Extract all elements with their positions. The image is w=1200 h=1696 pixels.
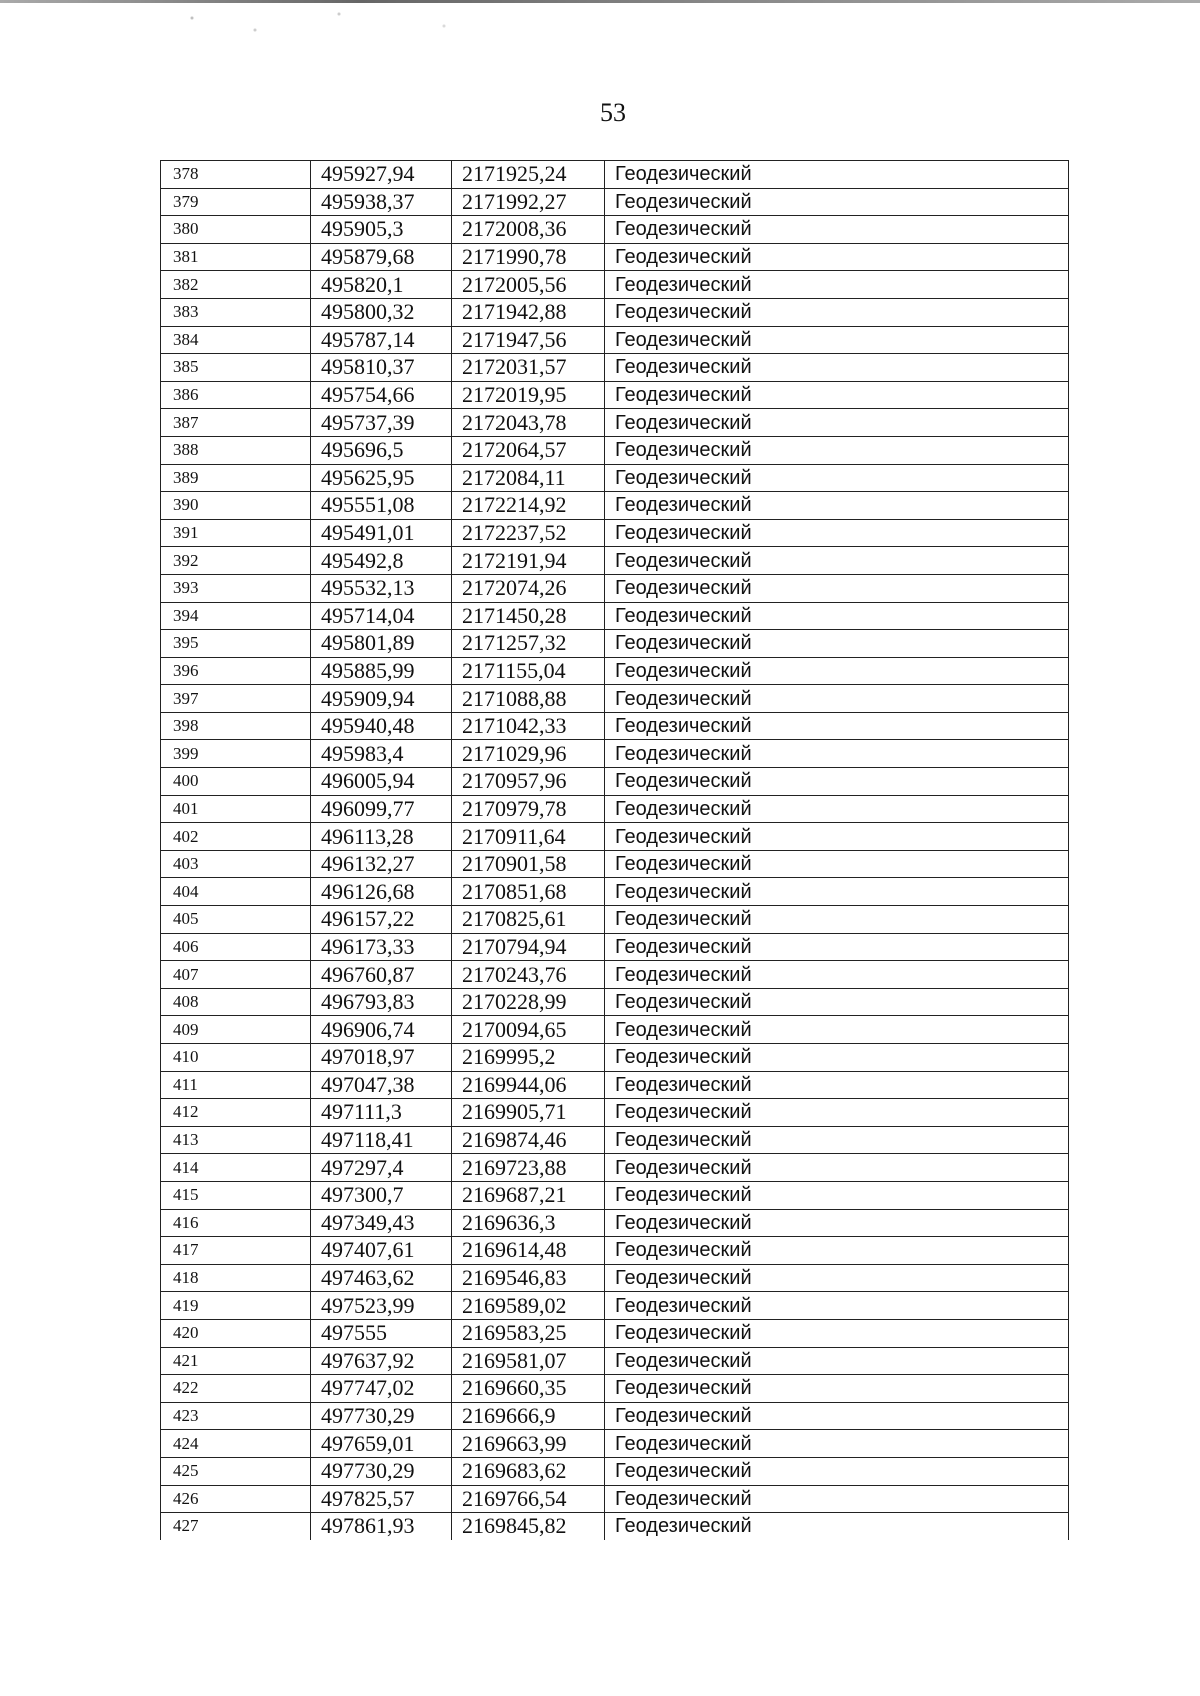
x-coordinate-cell: 496113,28 <box>311 823 452 851</box>
point-number-cell: 397 <box>161 685 311 713</box>
table-row <box>161 1016 1069 1044</box>
point-type-cell: Геодезический <box>605 685 1069 713</box>
point-type-cell: Геодезический <box>605 602 1069 630</box>
point-type-cell: Геодезический <box>605 768 1069 796</box>
point-type-cell: Геодезический <box>605 326 1069 354</box>
x-coordinate-cell: 497637,92 <box>311 1347 452 1375</box>
point-number-cell: 385 <box>161 354 311 382</box>
y-coordinate-cell: 2172214,92 <box>452 492 605 520</box>
point-type-cell: Геодезический <box>605 1099 1069 1127</box>
y-coordinate-cell: 2171990,78 <box>452 243 605 271</box>
y-coordinate-cell: 2170243,76 <box>452 961 605 989</box>
point-type-cell: Геодезический <box>605 878 1069 906</box>
x-coordinate-cell: 495801,89 <box>311 630 452 658</box>
y-coordinate-cell: 2171029,96 <box>452 740 605 768</box>
point-type-cell: Геодезический <box>605 1375 1069 1403</box>
point-number-cell: 389 <box>161 464 311 492</box>
x-coordinate-cell: 497523,99 <box>311 1292 452 1320</box>
point-number-cell: 387 <box>161 409 311 437</box>
table-row <box>161 823 1069 851</box>
point-number-cell: 400 <box>161 768 311 796</box>
table-row <box>161 1319 1069 1347</box>
point-type-cell: Геодезический <box>605 188 1069 216</box>
scan-edge <box>0 0 1200 3</box>
y-coordinate-cell: 2169874,46 <box>452 1126 605 1154</box>
point-type-cell: Геодезический <box>605 1402 1069 1430</box>
point-type-cell: Геодезический <box>605 574 1069 602</box>
point-number-cell: 421 <box>161 1347 311 1375</box>
x-coordinate-cell: 497659,01 <box>311 1430 452 1458</box>
y-coordinate-cell: 2169636,3 <box>452 1209 605 1237</box>
y-coordinate-cell: 2171450,28 <box>452 602 605 630</box>
table-row <box>161 574 1069 602</box>
x-coordinate-cell: 497555 <box>311 1319 452 1347</box>
x-coordinate-cell: 497297,4 <box>311 1154 452 1182</box>
x-coordinate-cell: 496132,27 <box>311 850 452 878</box>
x-coordinate-cell: 497047,38 <box>311 1071 452 1099</box>
y-coordinate-cell: 2169666,9 <box>452 1402 605 1430</box>
point-number-cell: 425 <box>161 1457 311 1485</box>
x-coordinate-cell: 495940,48 <box>311 712 452 740</box>
x-coordinate-cell: 496173,33 <box>311 933 452 961</box>
y-coordinate-cell: 2170794,94 <box>452 933 605 961</box>
x-coordinate-cell: 497463,62 <box>311 1264 452 1292</box>
table-row <box>161 188 1069 216</box>
x-coordinate-cell: 496906,74 <box>311 1016 452 1044</box>
point-number-cell: 386 <box>161 381 311 409</box>
point-type-cell: Геодезический <box>605 1430 1069 1458</box>
y-coordinate-cell: 2172237,52 <box>452 519 605 547</box>
point-type-cell: Геодезический <box>605 630 1069 658</box>
point-number-cell: 380 <box>161 216 311 244</box>
table-row <box>161 685 1069 713</box>
table-row <box>161 326 1069 354</box>
point-number-cell: 413 <box>161 1126 311 1154</box>
point-number-cell: 405 <box>161 906 311 934</box>
x-coordinate-cell: 497730,29 <box>311 1402 452 1430</box>
point-type-cell: Геодезический <box>605 1485 1069 1513</box>
x-coordinate-cell: 495983,4 <box>311 740 452 768</box>
y-coordinate-cell: 2172005,56 <box>452 271 605 299</box>
table-row <box>161 1264 1069 1292</box>
point-type-cell: Геодезический <box>605 933 1069 961</box>
point-type-cell: Геодезический <box>605 1347 1069 1375</box>
x-coordinate-cell: 495754,66 <box>311 381 452 409</box>
point-type-cell: Геодезический <box>605 823 1069 851</box>
y-coordinate-cell: 2169589,02 <box>452 1292 605 1320</box>
y-coordinate-cell: 2170911,64 <box>452 823 605 851</box>
point-number-cell: 384 <box>161 326 311 354</box>
y-coordinate-cell: 2172064,57 <box>452 436 605 464</box>
table-row <box>161 878 1069 906</box>
point-number-cell: 408 <box>161 988 311 1016</box>
point-type-cell: Геодезический <box>605 1209 1069 1237</box>
point-type-cell: Геодезический <box>605 795 1069 823</box>
x-coordinate-cell: 496157,22 <box>311 906 452 934</box>
point-number-cell: 379 <box>161 188 311 216</box>
x-coordinate-cell: 497825,57 <box>311 1485 452 1513</box>
y-coordinate-cell: 2169581,07 <box>452 1347 605 1375</box>
x-coordinate-cell: 495625,95 <box>311 464 452 492</box>
page-number: 53 <box>600 98 626 127</box>
y-coordinate-cell: 2170957,96 <box>452 768 605 796</box>
point-type-cell: Геодезический <box>605 961 1069 989</box>
x-coordinate-cell: 495885,99 <box>311 657 452 685</box>
x-coordinate-cell: 495820,1 <box>311 271 452 299</box>
point-type-cell: Геодезический <box>605 988 1069 1016</box>
table-row <box>161 630 1069 658</box>
x-coordinate-cell: 496099,77 <box>311 795 452 823</box>
x-coordinate-cell: 495800,32 <box>311 298 452 326</box>
point-number-cell: 382 <box>161 271 311 299</box>
y-coordinate-cell: 2169687,21 <box>452 1181 605 1209</box>
point-type-cell: Геодезический <box>605 1181 1069 1209</box>
point-number-cell: 418 <box>161 1264 311 1292</box>
table-row <box>161 1209 1069 1237</box>
point-number-cell: 424 <box>161 1430 311 1458</box>
x-coordinate-cell: 497300,7 <box>311 1181 452 1209</box>
y-coordinate-cell: 2172031,57 <box>452 354 605 382</box>
point-number-cell: 404 <box>161 878 311 906</box>
table-row <box>161 1375 1069 1403</box>
table-row <box>161 547 1069 575</box>
y-coordinate-cell: 2171155,04 <box>452 657 605 685</box>
table-row <box>161 1237 1069 1265</box>
y-coordinate-cell: 2171947,56 <box>452 326 605 354</box>
table-row <box>161 492 1069 520</box>
table-row <box>161 795 1069 823</box>
point-type-cell: Геодезический <box>605 906 1069 934</box>
point-number-cell: 393 <box>161 574 311 602</box>
table-row <box>161 1347 1069 1375</box>
point-type-cell: Геодезический <box>605 657 1069 685</box>
table-row <box>161 906 1069 934</box>
table-row <box>161 961 1069 989</box>
point-number-cell: 417 <box>161 1237 311 1265</box>
y-coordinate-cell: 2172084,11 <box>452 464 605 492</box>
y-coordinate-cell: 2171925,24 <box>452 161 605 189</box>
point-type-cell: Геодезический <box>605 243 1069 271</box>
point-type-cell: Геодезический <box>605 850 1069 878</box>
x-coordinate-cell: 495787,14 <box>311 326 452 354</box>
x-coordinate-cell: 495737,39 <box>311 409 452 437</box>
y-coordinate-cell: 2171042,33 <box>452 712 605 740</box>
point-number-cell: 378 <box>161 161 311 189</box>
coordinates-table <box>160 160 1069 1540</box>
point-number-cell: 419 <box>161 1292 311 1320</box>
y-coordinate-cell: 2170825,61 <box>452 906 605 934</box>
table-row <box>161 1071 1069 1099</box>
point-number-cell: 395 <box>161 630 311 658</box>
x-coordinate-cell: 495551,08 <box>311 492 452 520</box>
point-number-cell: 403 <box>161 850 311 878</box>
y-coordinate-cell: 2172019,95 <box>452 381 605 409</box>
y-coordinate-cell: 2171942,88 <box>452 298 605 326</box>
x-coordinate-cell: 495492,8 <box>311 547 452 575</box>
point-type-cell: Геодезический <box>605 271 1069 299</box>
table-row <box>161 243 1069 271</box>
y-coordinate-cell: 2171992,27 <box>452 188 605 216</box>
point-type-cell: Геодезический <box>605 1319 1069 1347</box>
y-coordinate-cell: 2172043,78 <box>452 409 605 437</box>
point-number-cell: 414 <box>161 1154 311 1182</box>
y-coordinate-cell: 2170851,68 <box>452 878 605 906</box>
x-coordinate-cell: 495938,37 <box>311 188 452 216</box>
table-row <box>161 1044 1069 1072</box>
table-row <box>161 712 1069 740</box>
point-number-cell: 394 <box>161 602 311 630</box>
table-row <box>161 298 1069 326</box>
point-type-cell: Геодезический <box>605 1044 1069 1072</box>
y-coordinate-cell: 2169845,82 <box>452 1513 605 1540</box>
x-coordinate-cell: 496126,68 <box>311 878 452 906</box>
y-coordinate-cell: 2169995,2 <box>452 1044 605 1072</box>
y-coordinate-cell: 2169583,25 <box>452 1319 605 1347</box>
table-row <box>161 657 1069 685</box>
x-coordinate-cell: 495810,37 <box>311 354 452 382</box>
point-number-cell: 381 <box>161 243 311 271</box>
point-number-cell: 423 <box>161 1402 311 1430</box>
table-row <box>161 1126 1069 1154</box>
table-row <box>161 850 1069 878</box>
table-row <box>161 161 1069 189</box>
y-coordinate-cell: 2171257,32 <box>452 630 605 658</box>
point-number-cell: 388 <box>161 436 311 464</box>
y-coordinate-cell: 2169614,48 <box>452 1237 605 1265</box>
table-row <box>161 768 1069 796</box>
point-type-cell: Геодезический <box>605 216 1069 244</box>
point-number-cell: 412 <box>161 1099 311 1127</box>
table-row <box>161 1430 1069 1458</box>
point-type-cell: Геодезический <box>605 1237 1069 1265</box>
point-type-cell: Геодезический <box>605 519 1069 547</box>
x-coordinate-cell: 497747,02 <box>311 1375 452 1403</box>
x-coordinate-cell: 495696,5 <box>311 436 452 464</box>
point-type-cell: Геодезический <box>605 436 1069 464</box>
y-coordinate-cell: 2170901,58 <box>452 850 605 878</box>
point-number-cell: 392 <box>161 547 311 575</box>
point-number-cell: 416 <box>161 1209 311 1237</box>
y-coordinate-cell: 2169683,62 <box>452 1457 605 1485</box>
x-coordinate-cell: 496005,94 <box>311 768 452 796</box>
table-row <box>161 409 1069 437</box>
y-coordinate-cell: 2169944,06 <box>452 1071 605 1099</box>
point-number-cell: 426 <box>161 1485 311 1513</box>
point-type-cell: Геодезический <box>605 1264 1069 1292</box>
x-coordinate-cell: 497861,93 <box>311 1513 452 1540</box>
point-type-cell: Геодезический <box>605 1457 1069 1485</box>
point-number-cell: 402 <box>161 823 311 851</box>
x-coordinate-cell: 495905,3 <box>311 216 452 244</box>
table-row <box>161 740 1069 768</box>
table-row <box>161 1402 1069 1430</box>
table-row <box>161 436 1069 464</box>
y-coordinate-cell: 2172008,36 <box>452 216 605 244</box>
table-row <box>161 464 1069 492</box>
table-row <box>161 1154 1069 1182</box>
x-coordinate-cell: 495909,94 <box>311 685 452 713</box>
point-number-cell: 391 <box>161 519 311 547</box>
x-coordinate-cell: 497730,29 <box>311 1457 452 1485</box>
point-type-cell: Геодезический <box>605 464 1069 492</box>
x-coordinate-cell: 495927,94 <box>311 161 452 189</box>
point-number-cell: 390 <box>161 492 311 520</box>
table-row <box>161 602 1069 630</box>
point-number-cell: 422 <box>161 1375 311 1403</box>
point-number-cell: 399 <box>161 740 311 768</box>
point-type-cell: Геодезический <box>605 492 1069 520</box>
y-coordinate-cell: 2169660,35 <box>452 1375 605 1403</box>
table-row <box>161 354 1069 382</box>
point-number-cell: 410 <box>161 1044 311 1072</box>
point-type-cell: Геодезический <box>605 409 1069 437</box>
y-coordinate-cell: 2170979,78 <box>452 795 605 823</box>
point-type-cell: Геодезический <box>605 354 1069 382</box>
y-coordinate-cell: 2170228,99 <box>452 988 605 1016</box>
x-coordinate-cell: 496793,83 <box>311 988 452 1016</box>
x-coordinate-cell: 495879,68 <box>311 243 452 271</box>
table-row <box>161 1099 1069 1127</box>
table-row <box>161 1457 1069 1485</box>
point-type-cell: Геодезический <box>605 712 1069 740</box>
table-row <box>161 216 1069 244</box>
point-type-cell: Геодезический <box>605 1126 1069 1154</box>
point-number-cell: 383 <box>161 298 311 326</box>
table-row <box>161 1485 1069 1513</box>
point-number-cell: 407 <box>161 961 311 989</box>
point-number-cell: 427 <box>161 1513 311 1540</box>
point-number-cell: 406 <box>161 933 311 961</box>
point-type-cell: Геодезический <box>605 161 1069 189</box>
point-number-cell: 415 <box>161 1181 311 1209</box>
point-type-cell: Геодезический <box>605 1016 1069 1044</box>
table-row <box>161 1513 1069 1540</box>
x-coordinate-cell: 497349,43 <box>311 1209 452 1237</box>
y-coordinate-cell: 2169723,88 <box>452 1154 605 1182</box>
x-coordinate-cell: 495714,04 <box>311 602 452 630</box>
point-type-cell: Геодезический <box>605 1513 1069 1540</box>
point-type-cell: Геодезический <box>605 740 1069 768</box>
point-type-cell: Геодезический <box>605 547 1069 575</box>
point-number-cell: 409 <box>161 1016 311 1044</box>
table-row <box>161 933 1069 961</box>
table-row <box>161 988 1069 1016</box>
y-coordinate-cell: 2169905,71 <box>452 1099 605 1127</box>
point-type-cell: Геодезический <box>605 1292 1069 1320</box>
y-coordinate-cell: 2170094,65 <box>452 1016 605 1044</box>
point-type-cell: Геодезический <box>605 381 1069 409</box>
scan-noise <box>150 6 570 46</box>
y-coordinate-cell: 2172191,94 <box>452 547 605 575</box>
x-coordinate-cell: 497111,3 <box>311 1099 452 1127</box>
point-number-cell: 396 <box>161 657 311 685</box>
x-coordinate-cell: 497018,97 <box>311 1044 452 1072</box>
point-number-cell: 420 <box>161 1319 311 1347</box>
point-type-cell: Геодезический <box>605 1071 1069 1099</box>
x-coordinate-cell: 497118,41 <box>311 1126 452 1154</box>
table-row <box>161 1181 1069 1209</box>
y-coordinate-cell: 2169546,83 <box>452 1264 605 1292</box>
point-type-cell: Геодезический <box>605 1154 1069 1182</box>
y-coordinate-cell: 2171088,88 <box>452 685 605 713</box>
table-row <box>161 1292 1069 1320</box>
table-row <box>161 519 1069 547</box>
x-coordinate-cell: 495491,01 <box>311 519 452 547</box>
x-coordinate-cell: 497407,61 <box>311 1237 452 1265</box>
x-coordinate-cell: 496760,87 <box>311 961 452 989</box>
y-coordinate-cell: 2169663,99 <box>452 1430 605 1458</box>
coordinates-table-body <box>161 161 1069 1540</box>
y-coordinate-cell: 2172074,26 <box>452 574 605 602</box>
table-row <box>161 271 1069 299</box>
point-type-cell: Геодезический <box>605 298 1069 326</box>
point-number-cell: 398 <box>161 712 311 740</box>
point-number-cell: 411 <box>161 1071 311 1099</box>
x-coordinate-cell: 495532,13 <box>311 574 452 602</box>
y-coordinate-cell: 2169766,54 <box>452 1485 605 1513</box>
point-number-cell: 401 <box>161 795 311 823</box>
table-row <box>161 381 1069 409</box>
